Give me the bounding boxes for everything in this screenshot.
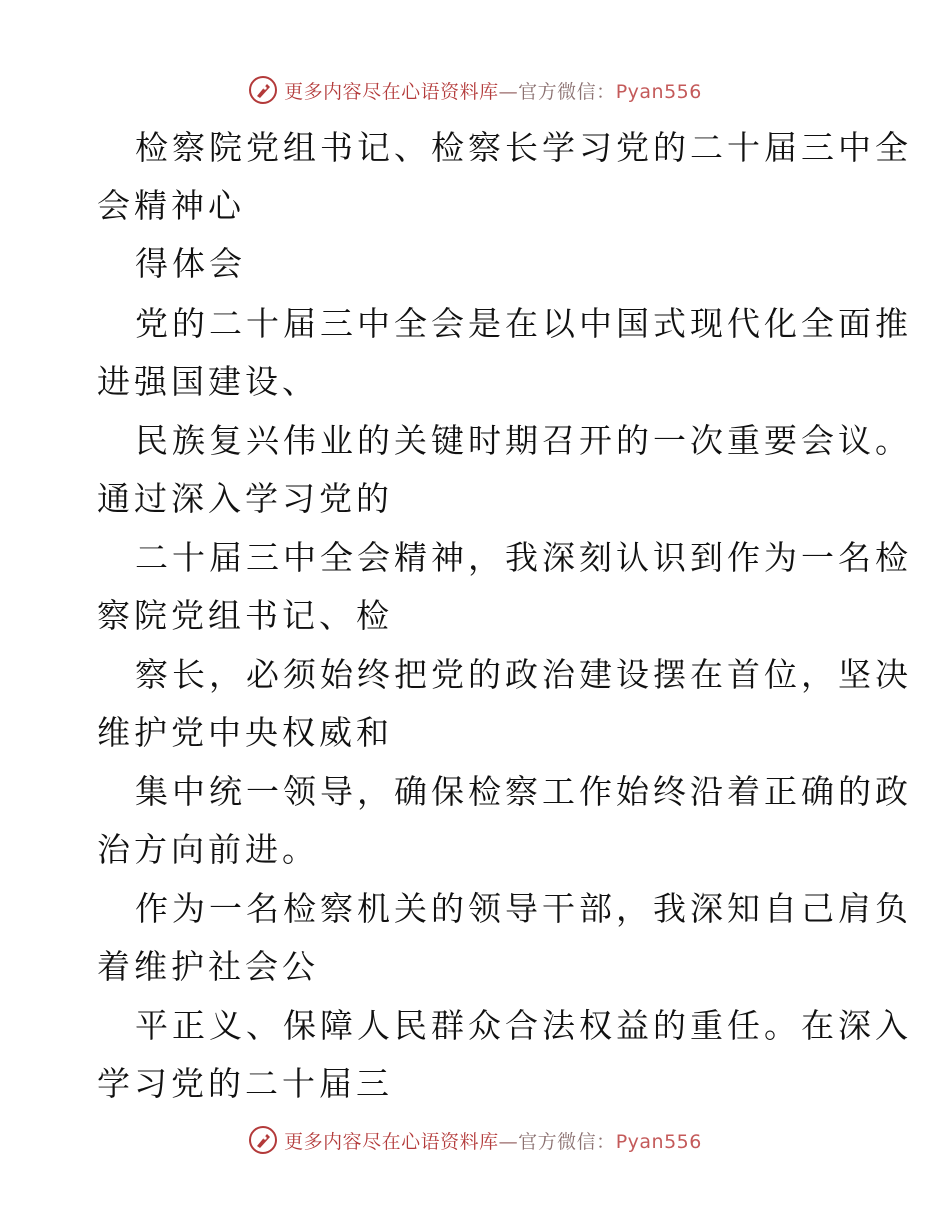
watermark-dash: — — [498, 80, 519, 103]
text-line: 二十届三中全会精神，我深刻认识到作为一名检 — [135, 538, 912, 577]
text-line: 集中统一领导，确保检察工作始终沿着正确的政 — [135, 772, 912, 811]
watermark-text — [284, 1127, 702, 1154]
text-line: 着维护社会公 — [97, 947, 319, 986]
watermark-wechat-id: Pyan556 — [615, 80, 702, 103]
text-line: 平正义、保障人民群众合法权益的重任。在深入 — [135, 1006, 912, 1045]
text-line: 察长，必须始终把党的政治建设摆在首位，坚决 — [135, 655, 912, 694]
text-line: 党的二十届三中全会是在以中国式现代化全面推 — [135, 304, 912, 343]
text-line: 维护党中央权威和 — [97, 713, 393, 752]
watermark-main-text: 更多内容尽在心语资料库 — [284, 1130, 499, 1153]
text-line: 作为一名检察机关的领导干部，我深知自己肩负 — [135, 889, 912, 928]
text-line: 察院党组书记、检 — [97, 596, 393, 635]
text-line: 检察院党组书记、检察长学习党的二十届三中全 — [135, 128, 912, 167]
text-line: 进强国建设、 — [97, 362, 319, 401]
watermark-banner-bottom — [0, 1122, 950, 1158]
text-line: 学习党的二十届三 — [97, 1064, 393, 1103]
watermark-dash: — — [498, 1130, 519, 1153]
text-line: 治方向前进。 — [97, 830, 319, 869]
text-line: 通过深入学习党的 — [97, 479, 393, 518]
text-line: 得体会 — [135, 244, 246, 283]
watermark-main-text: 更多内容尽在心语资料库 — [284, 80, 499, 103]
text-line: 民族复兴伟业的关键时期召开的一次重要会议。 — [135, 421, 912, 460]
watermark-wechat-id: Pyan556 — [615, 1130, 702, 1153]
text-line: 会精神心 — [97, 186, 245, 225]
pen-nib-logo-icon — [248, 1125, 278, 1155]
watermark-official-label: 官方微信： — [518, 1130, 616, 1153]
watermark-official-label: 官方微信： — [518, 80, 616, 103]
